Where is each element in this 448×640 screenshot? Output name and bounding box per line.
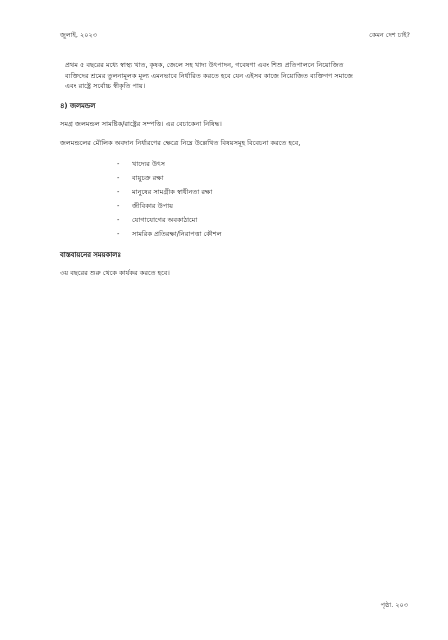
list-item	[60, 227, 408, 241]
section-line-2: জলমন্ডলের মৌলিক অবদান নির্ধারণের ক্ষেত্রে নিম্নে উল্লেখিত বিষয়সমূহ বিবেচনা করতে হবে,	[60, 138, 301, 147]
list-item	[60, 171, 408, 185]
running-header	[60, 30, 410, 42]
dash-bullet: -	[117, 215, 120, 224]
list-item	[60, 199, 408, 213]
list-item	[60, 213, 408, 227]
intro-paragraph: প্রথম ৫ বছরের মধ্যে স্বাস্থ্য খাত, কৃষক, জেলে সহ খাদ্য উৎপাদন, গবেষণা এবং শিশু প্রতিপালনে নিয়োজিত ব্যক্তিদের শ্রমের তুলনামূলক মূল্য এমনভাবে নির্ধারিত করতে হবে যেন এইসব কাজে নিয়োজিত ব্যক্তিগণ সমাজে এবং রাষ্ট্রে সর্বোচ্চ স্বীকৃতি পায়।	[65, 61, 353, 91]
dash-bullet: -	[117, 201, 120, 210]
list-item	[60, 157, 408, 171]
page-number: পৃষ্ঠা. ২০৩	[380, 601, 408, 609]
section-line-1: সমগ্র জলমন্ডল সামষ্টিক/রাষ্ট্রের সম্পত্তি। এর বেচাকেনা নিষিদ্ধ।	[60, 120, 222, 129]
dash-bullet: -	[117, 159, 120, 168]
list-item-text: বায়ুচক্র রক্ষা	[132, 173, 164, 182]
list-item-text: খাদ্যের উৎস	[132, 159, 166, 168]
header-date: জুলাই, ২০২৩	[60, 31, 97, 39]
list-item	[60, 185, 408, 199]
list-item-text: মানুষের সামগ্রীক স্বাধীনতা রক্ষা	[132, 187, 213, 196]
dash-bullet: -	[117, 229, 120, 238]
header-title: কেমন দেশ চাই?	[369, 31, 410, 39]
list-item-text: সামরিক প্রতিরক্ষা/নিরাপত্তা কৌশল	[132, 229, 222, 238]
list-item-text: যোগাযোগের অবকাঠামো	[132, 215, 198, 224]
page-content	[60, 60, 408, 279]
list-item-text: জীবিকার উপায়	[132, 201, 173, 210]
section-heading-hydrosphere: ৪) জলমন্ডল	[60, 101, 96, 110]
implementation-text: ৩য় বছরের শুরু থেকে কার্যকর করতে হবে।	[60, 269, 170, 278]
dash-bullet: -	[117, 187, 120, 196]
implementation-heading: বাস্তবায়নের সময়কালঃ	[60, 250, 121, 259]
considerations-list	[60, 157, 408, 241]
dash-bullet: -	[117, 173, 120, 182]
